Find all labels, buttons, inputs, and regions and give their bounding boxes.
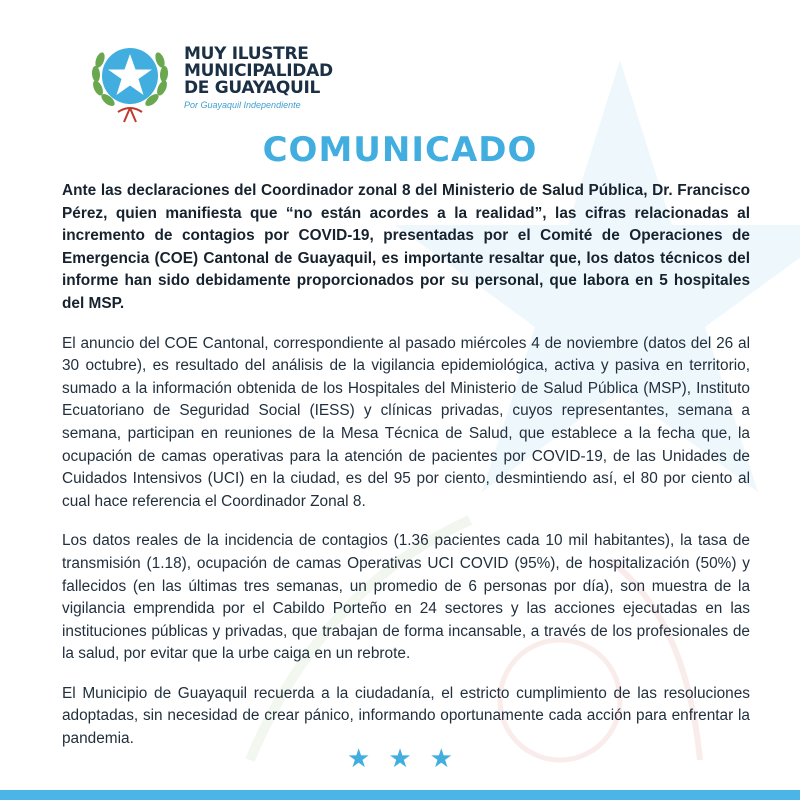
- logo-text-line-2: MUNICIPALIDAD: [184, 61, 333, 81]
- logo-text-line-1: MUY ILUSTRE: [184, 44, 309, 64]
- bottom-accent-bar: [0, 790, 800, 800]
- page-title: COMUNICADO: [262, 130, 538, 170]
- municipality-logo: [88, 36, 408, 126]
- municipality-emblem-icon: [88, 36, 172, 126]
- paragraph-real-data: Los datos reales de la incidencia de contagios (1.36 pacientes cada 10 mil habitantes), la tasa de transmisión (1.18), ocupación de camas Operativas UCI COVID (95%), de hospitalización (50%) y fallecidos (en las últimas tres semanas, un promedio de 6 personas por día), son muestra de la vigilancia emprendida por el Cabildo Porteño en 24 sectores y las acciones ejecutadas en las instituciones públicas y privadas, que trabajan de forma incansable, a través de los profesionales de la salud, por evitar que la urbe caiga en un rebrote.: [62, 532, 750, 663]
- logo-text-line-3: DE GUAYAQUIL: [184, 78, 321, 98]
- paragraph-coe-announcement: El anuncio del COE Cantonal, correspondiente al pasado miércoles 4 de noviembre (datos del 26 al 30 octubre), es resultado del análisis de la vigilancia epidemiológica, activa y pasiva en territorio, sumado a la información obtenida de los Hospitales del Ministerio de Salud Pública (MSP), Instituto Ecuatoriano de Seguridad Social (IESS) y clínicas privadas, cuyos representantes, semana a semana, participan en reuniones de la Mesa Técnica de Salud, que establece a la fecha que, la ocupación de camas operativas para la atención de pacientes por COVID-19, de las Unidades de Cuidados Intensivos (UCI) en la ciudad, es del 95 por ciento, desmintiendo así, el 80 por ciento al cual hace referencia el Coordinador Zonal 8.: [62, 334, 750, 510]
- paragraph-closing: El Municipio de Guayaquil recuerda a la ciudadanía, el estricto cumplimiento de las resoluciones adoptadas, sin necesidad de crear pánico, informando oportunamente cada acción para enfrentar la pandemia.: [62, 684, 750, 748]
- logo-tagline: Por Guayaquil Independiente: [184, 100, 301, 110]
- footer-stars-icon: ★★★: [347, 744, 471, 774]
- statement-body: [62, 180, 750, 768]
- lead-paragraph: Ante las declaraciones del Coordinador zonal 8 del Ministerio de Salud Pública, Dr. Francisco Pérez, quien manifiesta que “no están acordes a la realidad”, las cifras relacionadas al incremento de contagios por COVID-19, presentadas por el Comité de Operaciones de Emergencia (COE) Cantonal de Guayaquil, es importante resaltar que, los datos técnicos del informe han sido debidamente proporcionados por su personal, que labora en 5 hospitales del MSP.: [62, 182, 750, 312]
